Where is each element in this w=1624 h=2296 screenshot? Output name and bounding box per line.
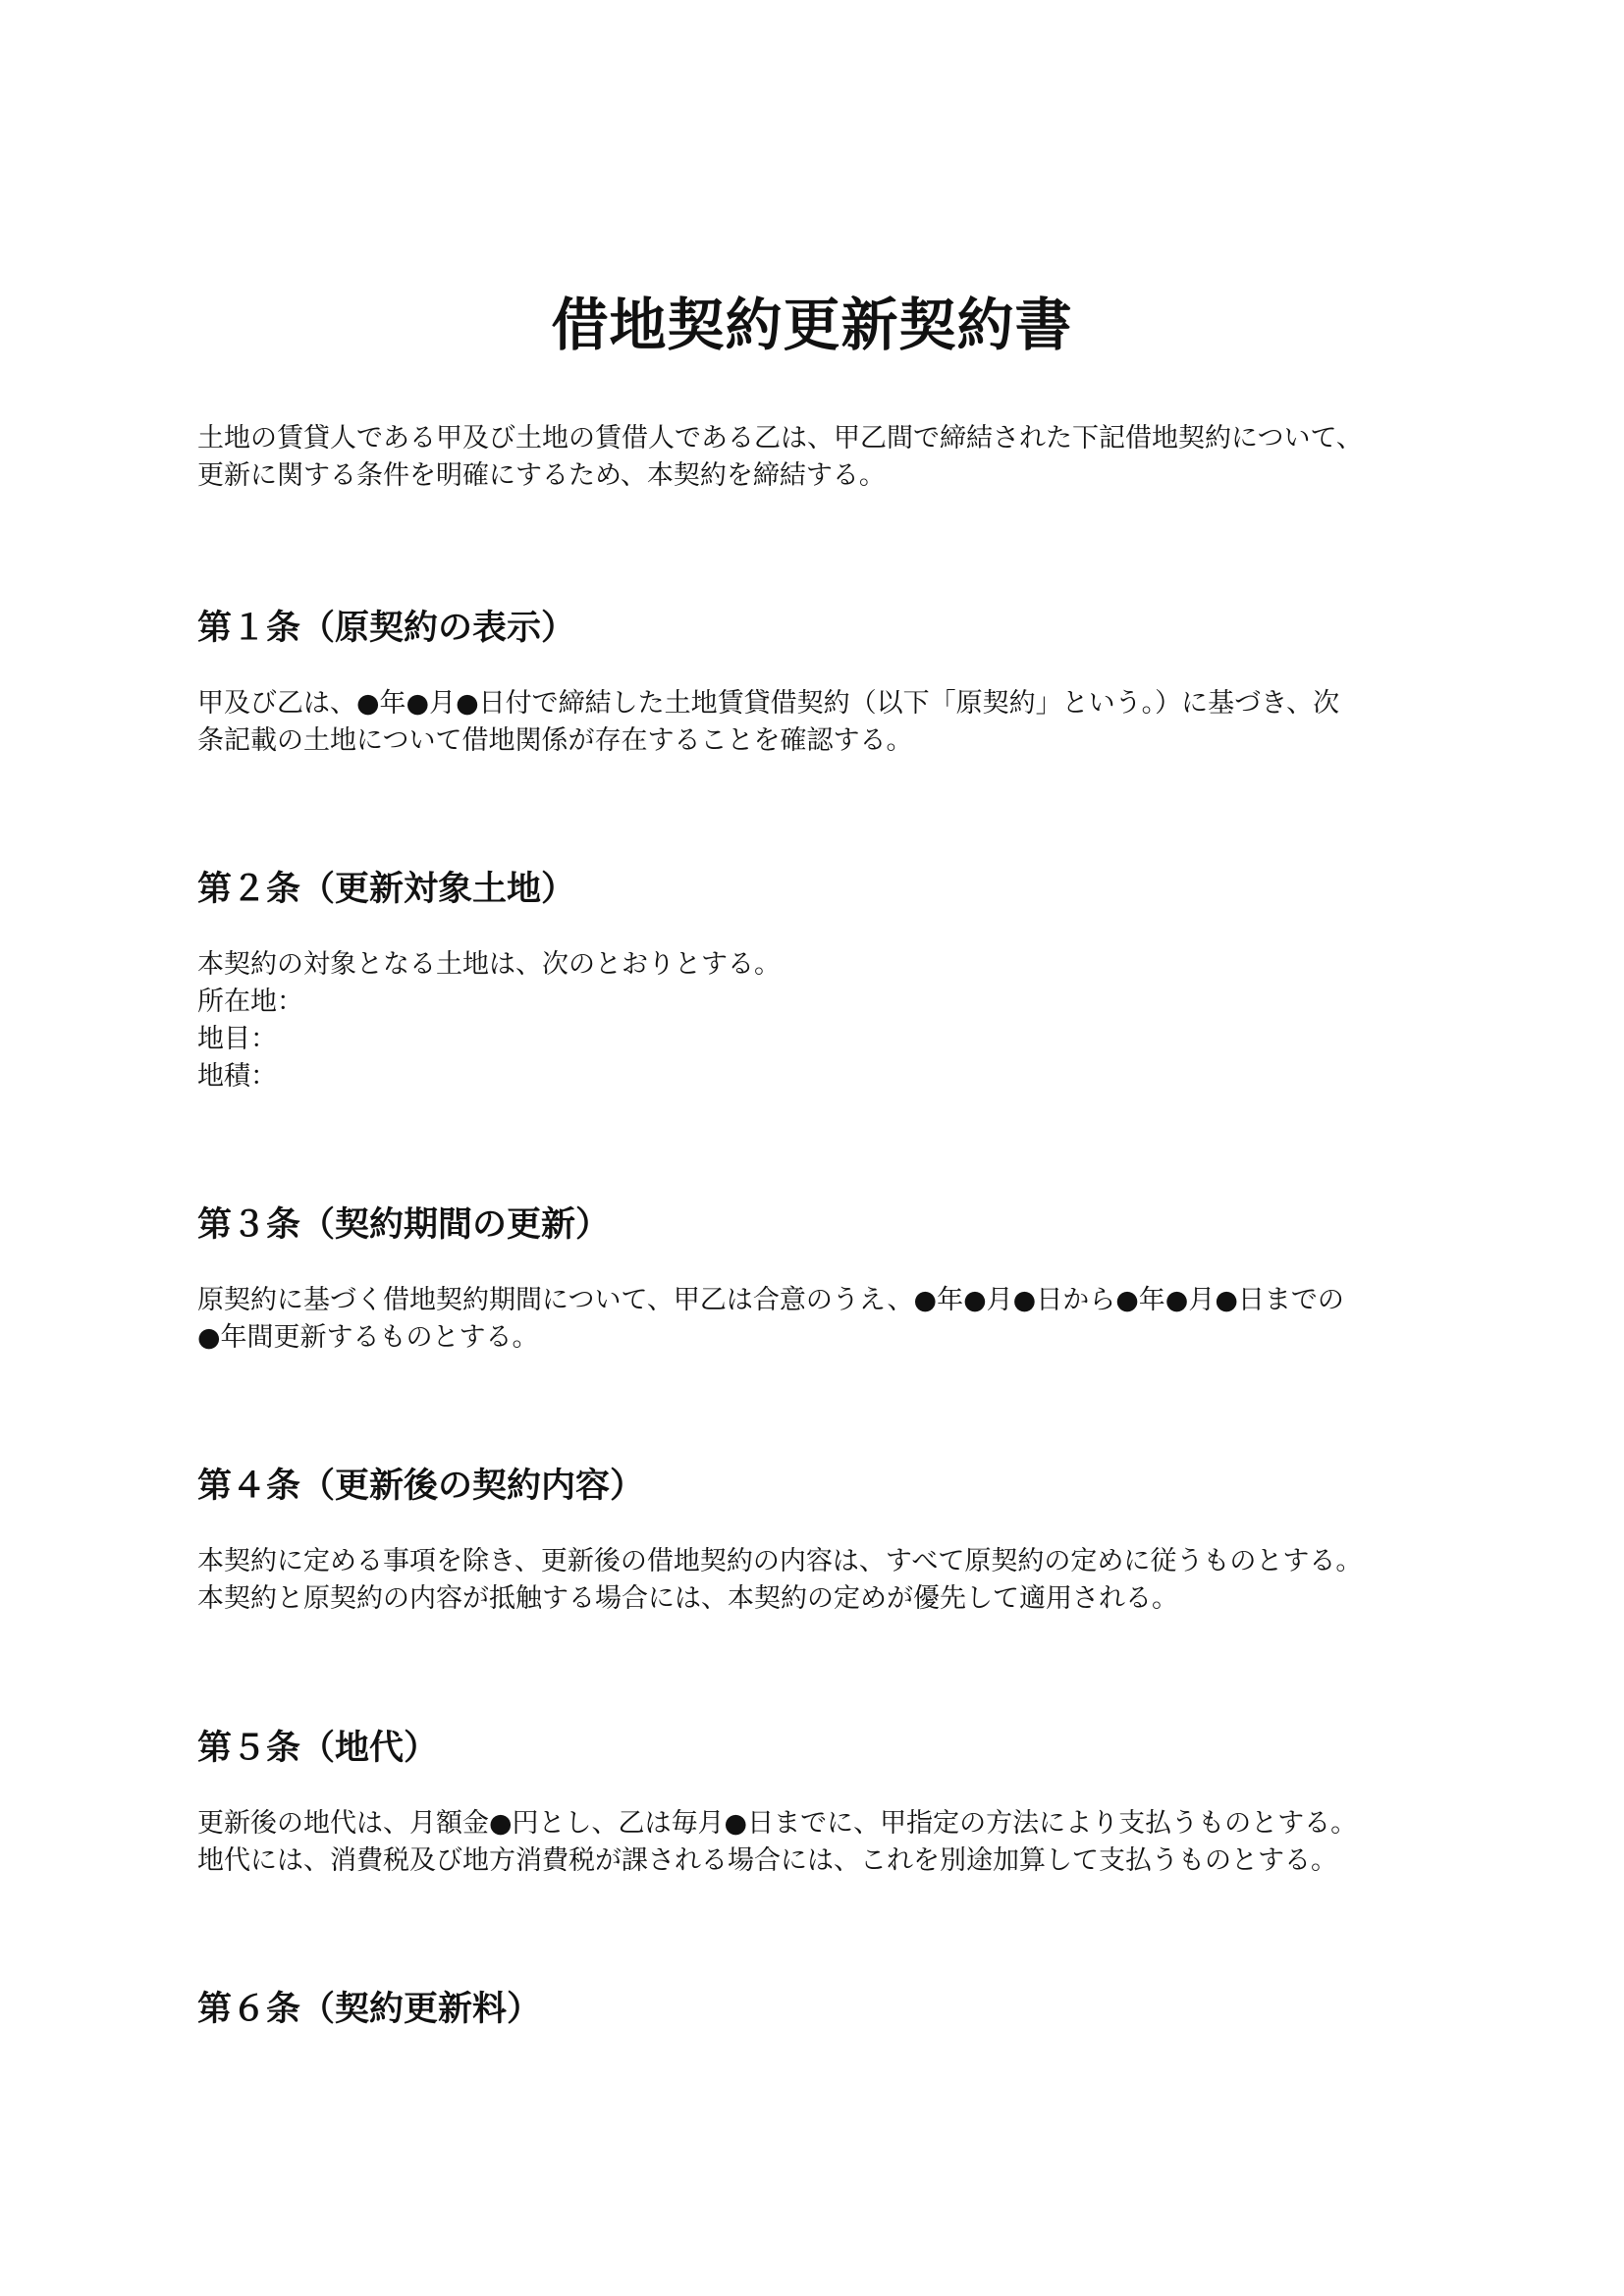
article-4-heading: 第４条（更新後の契約内容）	[197, 1467, 645, 1506]
article-5-line: 更新後の地代は、月額金●円とし、乙は毎月●日までに、甲指定の方法により支払うものとする。	[197, 1808, 1358, 1839]
article-2-heading: 第２条（更新対象土地）	[197, 870, 576, 909]
article-5-line: 地代には、消費税及び地方消費税が課される場合には、これを別途加算して支払うものとする。	[197, 1845, 1337, 1876]
article-1-line: 条記載の土地について借地関係が存在することを確認する。	[197, 725, 913, 756]
article-6-heading: 第６条（契約更新料）	[197, 1990, 542, 2029]
article-5-heading: 第５条（地代）	[197, 1729, 439, 1768]
preamble	[197, 420, 1435, 495]
preamble-line: 土地の賃貸人である甲及び土地の賃借人である乙は、甲乙間で締結された下記借地契約について、	[197, 423, 1363, 454]
article-2-body	[197, 946, 1435, 1095]
article-3-body	[197, 1282, 1435, 1357]
article-3-line: ●年間更新するものとする。	[197, 1322, 539, 1353]
article-3-heading: 第３条（契約期間の更新）	[197, 1205, 611, 1245]
article-3-line: 原契約に基づく借地契約期間について、甲乙は合意のうえ、●年●月●日から●年●月●日までの	[197, 1285, 1344, 1315]
article-1-line: 甲及び乙は、●年●月●日付で締結した土地賃貸借契約（以下「原契約」という。）に基づき、次	[197, 688, 1340, 719]
land-category-label: 地目：	[197, 1024, 277, 1054]
article-1-heading: 第１条（原契約の表示）	[197, 609, 576, 648]
article-5-body	[197, 1805, 1435, 1880]
article-2-line: 本契約の対象となる土地は、次のとおりとする。	[197, 949, 781, 980]
article-4-line: 本契約と原契約の内容が抵触する場合には、本契約の定めが優先して適用される。	[197, 1583, 1178, 1614]
article-1-body	[197, 685, 1435, 760]
land-location-label: 所在地：	[197, 987, 303, 1017]
article-4-body	[197, 1543, 1435, 1618]
land-area-label: 地積：	[197, 1061, 277, 1092]
document-title: 借地契約更新契約書	[551, 291, 1073, 358]
preamble-line: 更新に関する条件を明確にするため、本契約を締結する。	[197, 460, 886, 491]
article-4-line: 本契約に定める事項を除き、更新後の借地契約の内容は、すべて原契約の定めに従うものとする。	[197, 1546, 1363, 1576]
